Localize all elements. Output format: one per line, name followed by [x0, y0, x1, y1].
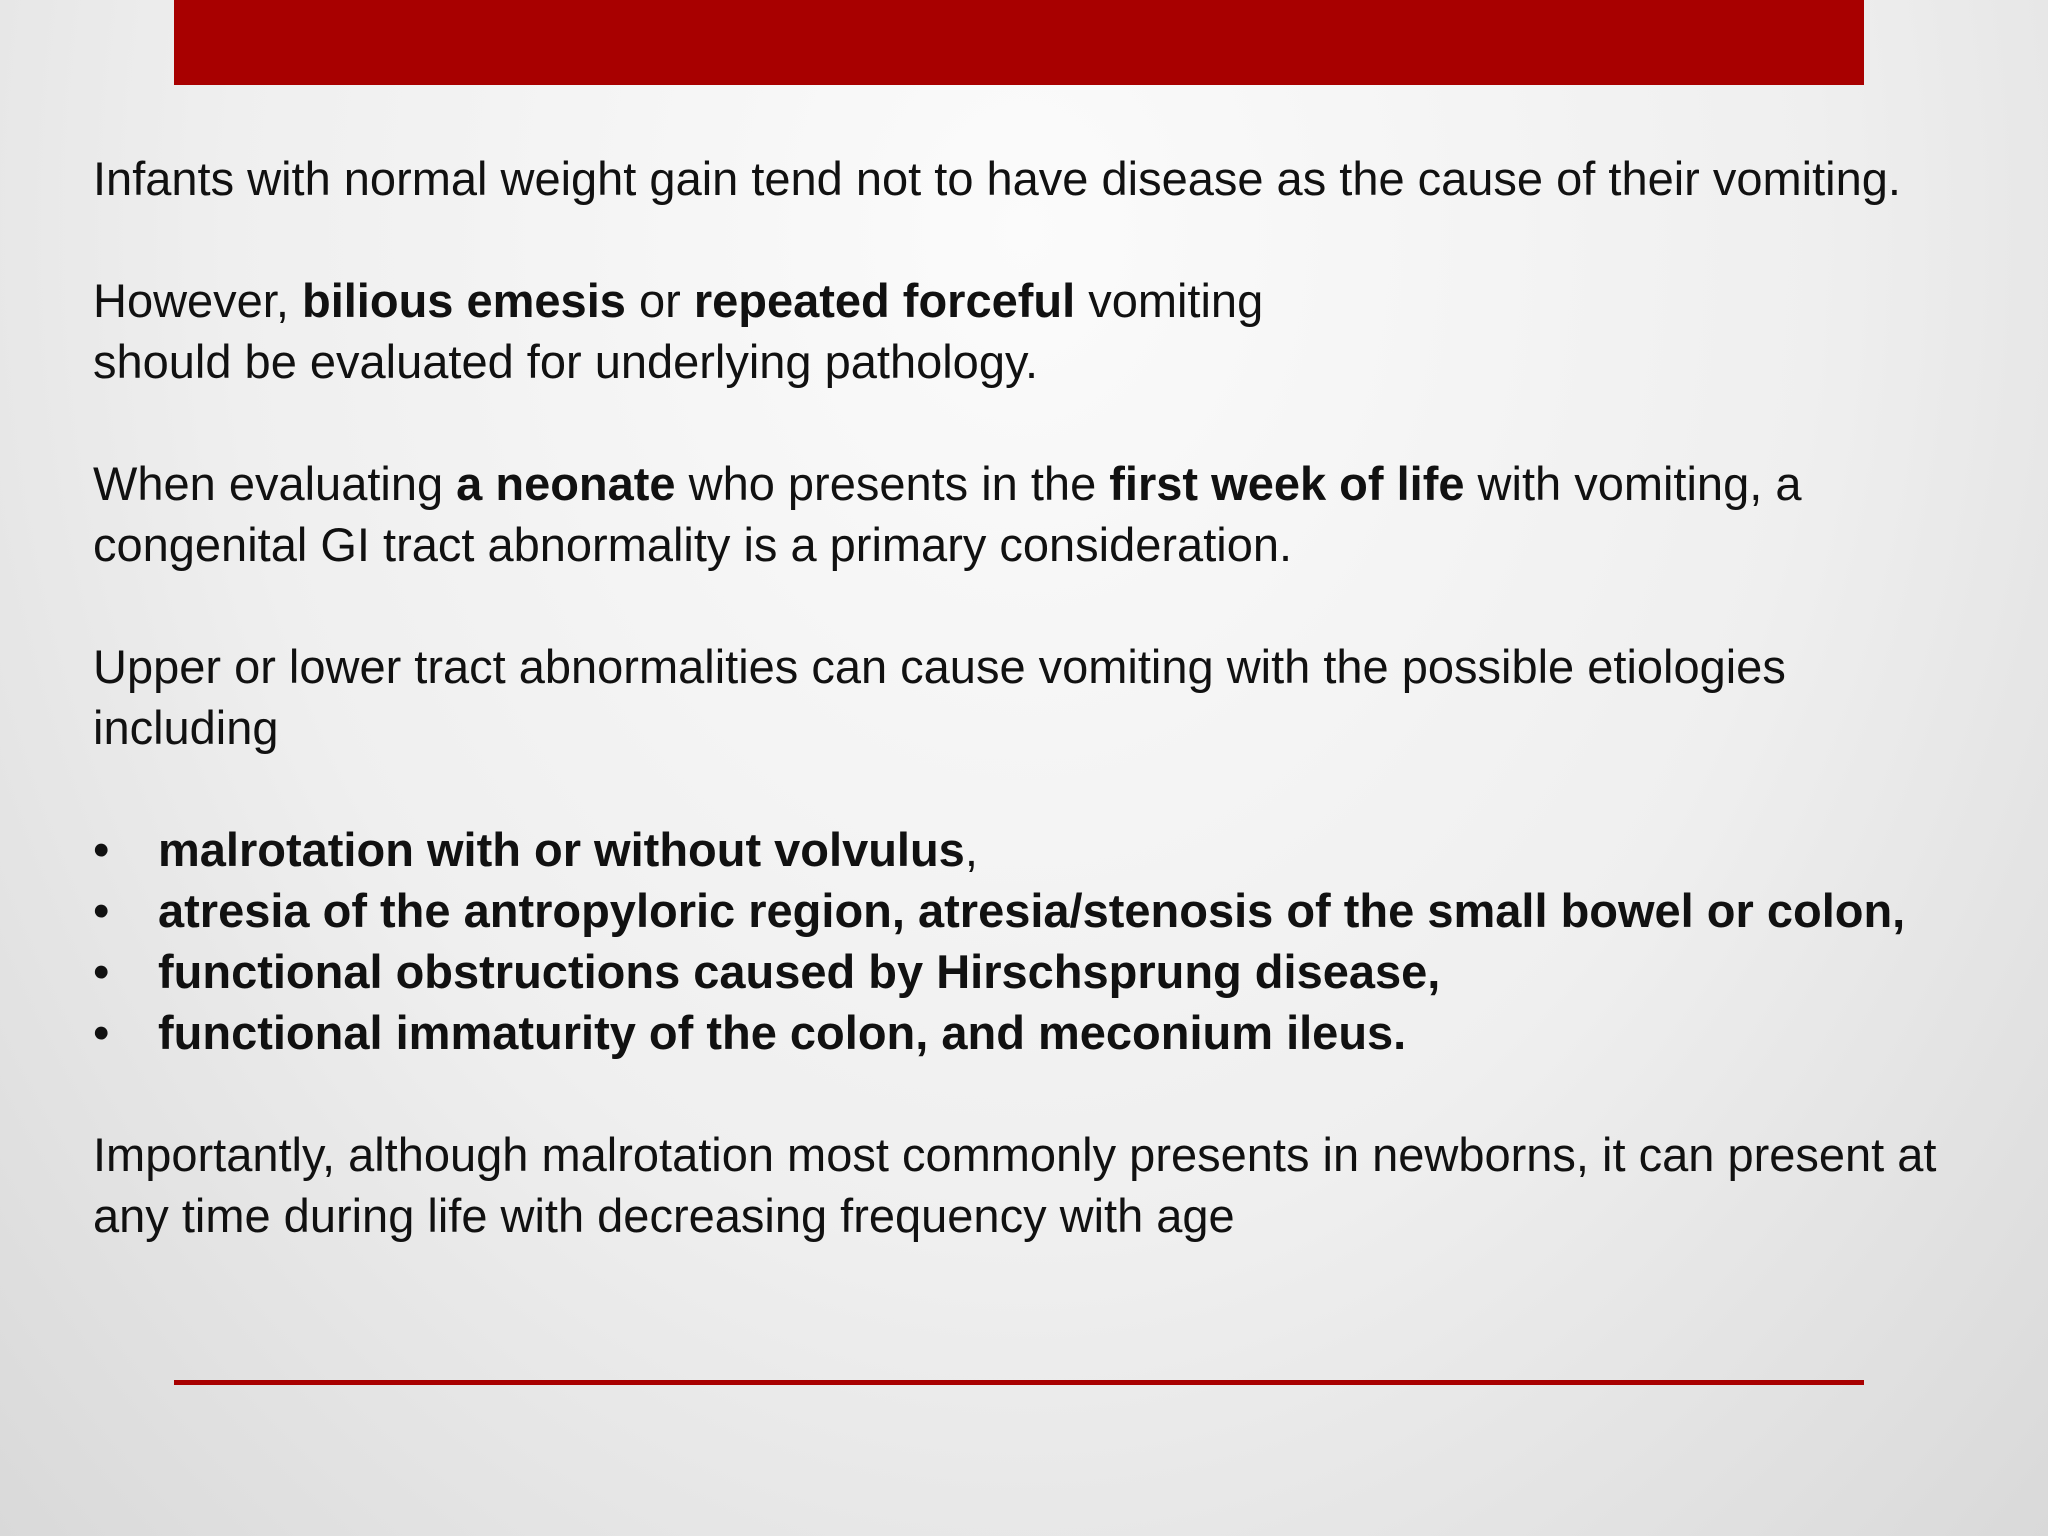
- paragraph-2-lead: However,: [93, 274, 302, 327]
- paragraph-2-line2: should be evaluated for underlying pathology.: [93, 335, 1039, 388]
- list-item-text: functional immaturity of the colon, and meconium ileus.: [158, 1006, 1407, 1059]
- paragraph-weight-gain: Infants with normal weight gain tend not to have disease as the cause of their vomiting.: [93, 152, 1901, 205]
- etiology-list: [93, 819, 1973, 1063]
- slide-body: [93, 148, 1973, 1246]
- title-banner-bar: [174, 0, 1864, 85]
- repeated-forceful-text: repeated forceful: [693, 274, 1076, 327]
- paragraph-3-tail: with vomiting, a congenital GI tract abnormality is a primary consideration.: [93, 457, 1802, 571]
- list-item: [93, 880, 1973, 941]
- bullet-icon: •: [93, 823, 110, 876]
- paragraph-malrotation-age: Importantly, although malrotation most commonly presents in newborns, it can present at any time during life with decreasing frequency with age: [93, 1128, 1937, 1242]
- paragraph-bilious-emesis: [93, 270, 1973, 392]
- footer-rule: [174, 1380, 1864, 1385]
- paragraph-neonate: [93, 453, 1973, 575]
- bilious-emesis-text: bilious emesis: [301, 274, 626, 327]
- bullet-icon: •: [93, 945, 110, 998]
- paragraph-2-mid: or: [625, 274, 694, 327]
- list-item-text: atresia of the antropyloric region, atresia/stenosis of the small bowel or colon,: [158, 884, 1906, 937]
- paragraph-2-tail: vomiting: [1075, 274, 1264, 327]
- list-item: [93, 941, 1973, 1002]
- paragraph-3-mid: who presents in the: [675, 457, 1110, 510]
- paragraph-etiologies: Upper or lower tract abnormalities can cause vomiting with the possible etiologies including: [93, 640, 1786, 754]
- list-item-text: functional obstructions caused by Hirschsprung disease,: [158, 945, 1441, 998]
- list-item: [93, 1002, 1973, 1063]
- list-item: [93, 819, 1973, 880]
- bullet-icon: •: [93, 884, 110, 937]
- list-item-text: malrotation with or without volvulus: [158, 823, 965, 876]
- paragraph-3-lead: When evaluating: [93, 457, 457, 510]
- bullet-icon: •: [93, 1006, 110, 1059]
- neonate-text: a neonate: [456, 457, 676, 510]
- list-item-trail: ,: [964, 823, 978, 876]
- first-week-text: first week of life: [1109, 457, 1465, 510]
